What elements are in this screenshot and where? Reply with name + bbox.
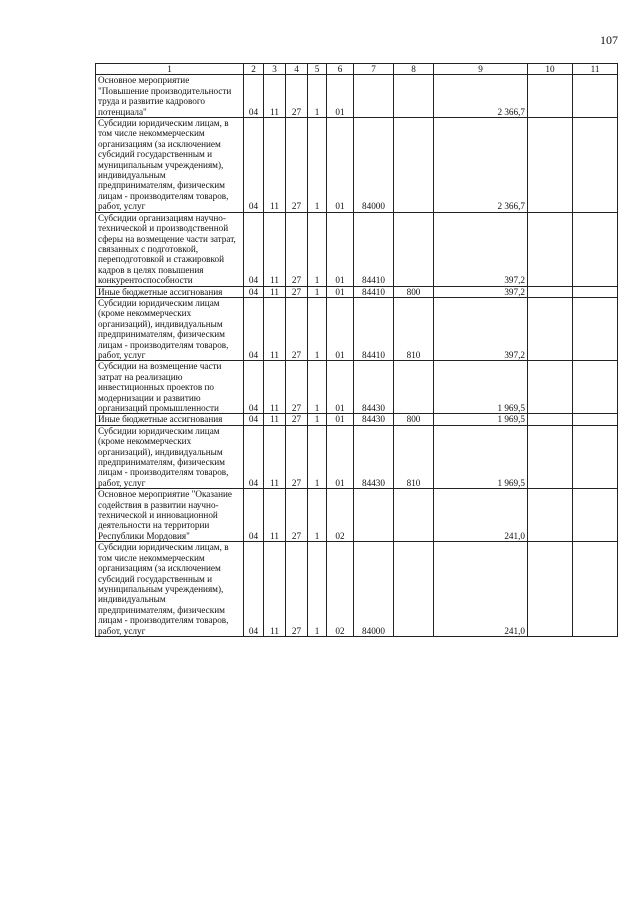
header-cell: 3 (264, 64, 286, 75)
cell-event: 01 (327, 361, 354, 414)
cell-expense-type: 810 (394, 425, 434, 488)
cell-ministry: 04 (244, 542, 264, 637)
cell-col10 (528, 286, 573, 297)
table-row (96, 414, 618, 425)
header-cell: 4 (286, 64, 308, 75)
header-row (96, 64, 618, 75)
cell-col11 (573, 489, 618, 542)
cell-col11 (573, 542, 618, 637)
cell-section: 11 (264, 75, 286, 118)
cell-subprogram: 1 (308, 414, 327, 425)
cell-program: 27 (286, 489, 308, 542)
cell-direction: 84000 (354, 542, 394, 637)
cell-section: 11 (264, 212, 286, 286)
header-cell: 8 (394, 64, 434, 75)
cell-amount: 397,2 (434, 212, 528, 286)
cell-direction: 84430 (354, 414, 394, 425)
row-name: Иные бюджетные ассигнования (96, 286, 244, 297)
cell-col11 (573, 118, 618, 213)
cell-subprogram: 1 (308, 286, 327, 297)
cell-expense-type: 810 (394, 297, 434, 360)
cell-event: 01 (327, 118, 354, 213)
cell-direction: 84410 (354, 212, 394, 286)
cell-program: 27 (286, 286, 308, 297)
cell-amount: 241,0 (434, 489, 528, 542)
cell-program: 27 (286, 361, 308, 414)
cell-ministry: 04 (244, 361, 264, 414)
cell-direction: 84410 (354, 297, 394, 360)
cell-ministry: 04 (244, 489, 264, 542)
cell-ministry: 04 (244, 75, 264, 118)
table-row (96, 75, 618, 118)
cell-section: 11 (264, 425, 286, 488)
cell-direction (354, 489, 394, 542)
cell-expense-type (394, 542, 434, 637)
header-cell: 5 (308, 64, 327, 75)
cell-program: 27 (286, 212, 308, 286)
cell-amount: 1 969,5 (434, 361, 528, 414)
cell-expense-type (394, 212, 434, 286)
table-row (96, 286, 618, 297)
cell-col10 (528, 414, 573, 425)
row-name: Основное мероприятие "Оказание содействия в развитии научно-технической и инновационной деятельности на территории Республики Мордовия" (96, 489, 244, 542)
cell-col11 (573, 414, 618, 425)
cell-program: 27 (286, 414, 308, 425)
cell-col10 (528, 212, 573, 286)
cell-expense-type: 800 (394, 286, 434, 297)
header-cell: 6 (327, 64, 354, 75)
row-name: Иные бюджетные ассигнования (96, 414, 244, 425)
cell-event: 01 (327, 75, 354, 118)
header-cell: 11 (573, 64, 618, 75)
cell-col11 (573, 286, 618, 297)
cell-ministry: 04 (244, 212, 264, 286)
cell-subprogram: 1 (308, 361, 327, 414)
page-number: 107 (600, 33, 618, 47)
cell-amount: 2 366,7 (434, 75, 528, 118)
cell-subprogram: 1 (308, 425, 327, 488)
cell-event: 02 (327, 489, 354, 542)
cell-direction: 84430 (354, 425, 394, 488)
cell-section: 11 (264, 286, 286, 297)
cell-col11 (573, 297, 618, 360)
row-name: Субсидии юридическим лицам, в том числе некоммерческим организациям (за исключением субсидий государственным и муниципальным учреждениям), индивидуальным предпринимателям, физическим лицам - производителям товаров, работ, услуг (96, 118, 244, 213)
cell-event: 01 (327, 286, 354, 297)
cell-expense-type (394, 118, 434, 213)
header-cell: 9 (434, 64, 528, 75)
cell-ministry: 04 (244, 118, 264, 213)
header-cell: 2 (244, 64, 264, 75)
cell-amount: 241,0 (434, 542, 528, 637)
cell-direction (354, 75, 394, 118)
cell-col10 (528, 75, 573, 118)
cell-amount: 2 366,7 (434, 118, 528, 213)
cell-subprogram: 1 (308, 118, 327, 213)
cell-expense-type (394, 489, 434, 542)
cell-ministry: 04 (244, 286, 264, 297)
cell-direction: 84000 (354, 118, 394, 213)
cell-program: 27 (286, 75, 308, 118)
cell-expense-type: 800 (394, 414, 434, 425)
cell-expense-type (394, 361, 434, 414)
cell-direction: 84430 (354, 361, 394, 414)
cell-amount: 397,2 (434, 286, 528, 297)
cell-program: 27 (286, 118, 308, 213)
cell-amount: 1 969,5 (434, 414, 528, 425)
table-row (96, 542, 618, 637)
cell-col11 (573, 212, 618, 286)
cell-subprogram: 1 (308, 542, 327, 637)
header-cell: 7 (354, 64, 394, 75)
cell-col11 (573, 75, 618, 118)
cell-col11 (573, 361, 618, 414)
row-name: Основное мероприятие "Повышение производительности труда и развитие кадрового потенциала" (96, 75, 244, 118)
row-name: Субсидии юридическим лицам, в том числе некоммерческим организациям (за исключением субсидий государственным и муниципальным учреждениям), индивидуальным предпринимателям, физическим лицам - производителям товаров, работ, услуг (96, 542, 244, 637)
table-row (96, 361, 618, 414)
cell-amount: 1 969,5 (434, 425, 528, 488)
cell-program: 27 (286, 425, 308, 488)
cell-subprogram: 1 (308, 75, 327, 118)
cell-col10 (528, 489, 573, 542)
cell-col10 (528, 542, 573, 637)
cell-event: 01 (327, 212, 354, 286)
row-name: Субсидии юридическим лицам (кроме некоммерческих организаций), индивидуальным предпринимателям, физическим лицам - производителям товаров, работ, услуг (96, 425, 244, 488)
cell-program: 27 (286, 542, 308, 637)
cell-ministry: 04 (244, 425, 264, 488)
cell-section: 11 (264, 542, 286, 637)
cell-subprogram: 1 (308, 489, 327, 542)
cell-amount: 397,2 (434, 297, 528, 360)
cell-event: 02 (327, 542, 354, 637)
cell-event: 01 (327, 297, 354, 360)
table-row (96, 297, 618, 360)
cell-ministry: 04 (244, 414, 264, 425)
cell-col10 (528, 361, 573, 414)
table-row (96, 118, 618, 213)
cell-expense-type (394, 75, 434, 118)
header-cell: 10 (528, 64, 573, 75)
cell-section: 11 (264, 361, 286, 414)
row-name: Субсидии юридическим лицам (кроме некоммерческих организаций), индивидуальным предпринимателям, физическим лицам - производителям товаров, работ, услуг (96, 297, 244, 360)
cell-col11 (573, 425, 618, 488)
cell-col10 (528, 297, 573, 360)
row-name: Субсидии организациям научно-технической и производственной сферы на возмещение части затрат, связанных с подготовкой, переподготовкой и стажировкой кадров в целях повышения конкурентоспособности (96, 212, 244, 286)
cell-section: 11 (264, 118, 286, 213)
cell-col10 (528, 425, 573, 488)
cell-section: 11 (264, 414, 286, 425)
budget-table (95, 63, 618, 637)
cell-subprogram: 1 (308, 297, 327, 360)
header-cell: 1 (96, 64, 244, 75)
table-row (96, 425, 618, 488)
cell-direction: 84410 (354, 286, 394, 297)
cell-subprogram: 1 (308, 212, 327, 286)
table-row (96, 489, 618, 542)
cell-program: 27 (286, 297, 308, 360)
cell-section: 11 (264, 297, 286, 360)
cell-ministry: 04 (244, 297, 264, 360)
table-row (96, 212, 618, 286)
cell-section: 11 (264, 489, 286, 542)
cell-col10 (528, 118, 573, 213)
cell-event: 01 (327, 414, 354, 425)
row-name: Субсидии на возмещение части затрат на реализацию инвестиционных проектов по модернизации и развитию организаций промышленности (96, 361, 244, 414)
cell-event: 01 (327, 425, 354, 488)
